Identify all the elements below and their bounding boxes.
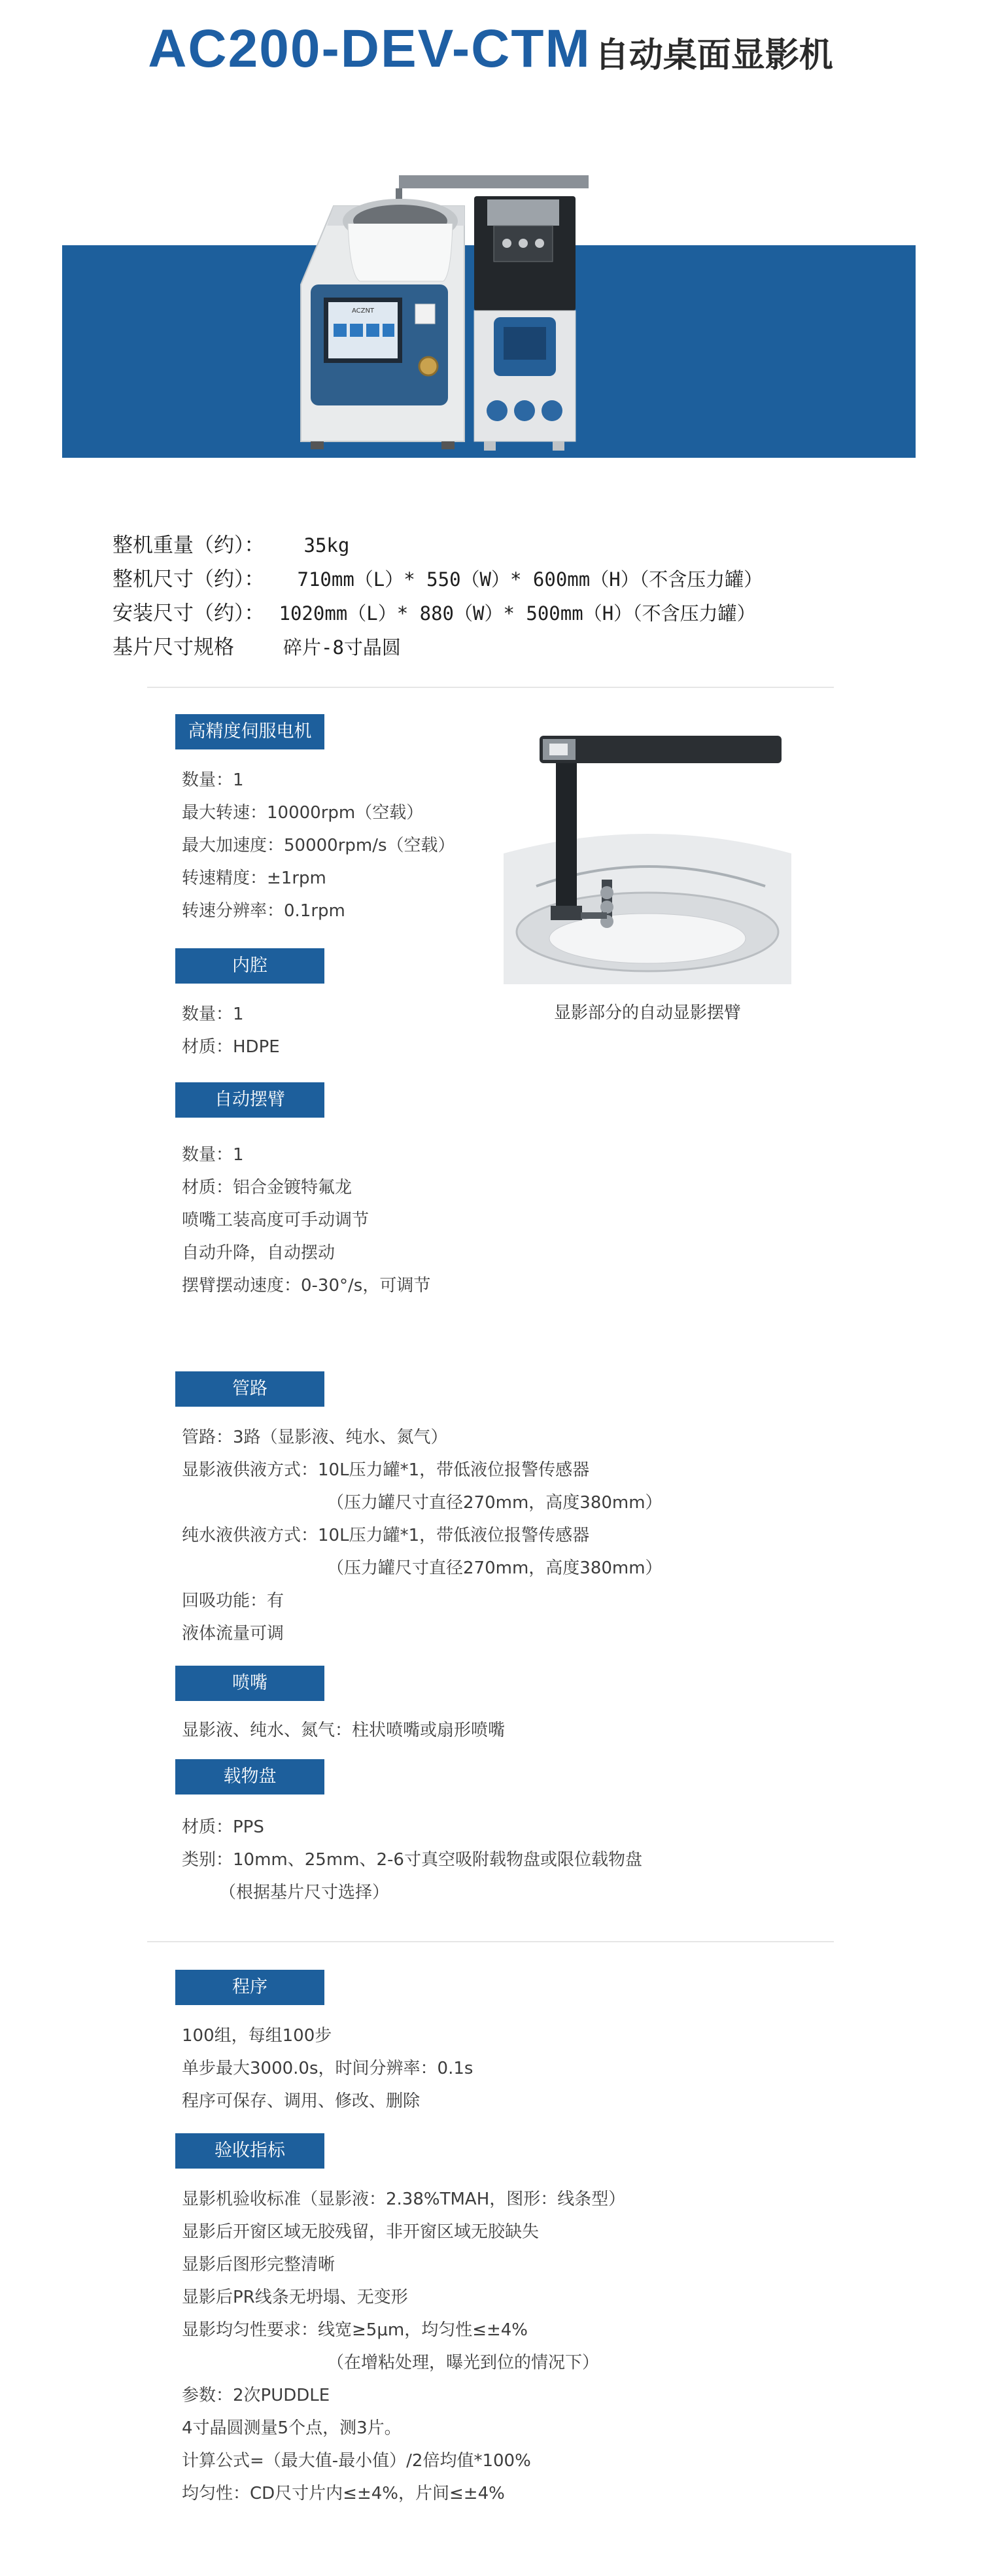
spec-value: 1020mm（L）* 880（W）* 500mm（H）（不含压力罐） <box>279 602 756 625</box>
product-name: 自动桌面显影机 <box>594 36 833 75</box>
spec-row <box>112 630 401 660</box>
spec-row <box>112 562 763 592</box>
machine-illustration <box>288 170 680 497</box>
acceptance-line: 显影后开窗区域无胶残留，非开窗区域无胶缺失 <box>182 2222 540 2242</box>
spec-label: 安装尺寸（约）： <box>112 602 265 625</box>
motor-line: 数量：1 <box>182 770 244 790</box>
section-tag-arm: 自动摆臂 <box>175 1082 324 1118</box>
screen-logo: ACZNT <box>351 307 375 315</box>
motor-line: 转速分辨率：0.1rpm <box>182 901 345 921</box>
motor-line: 最大转速：10000rpm（空载） <box>182 803 424 823</box>
section-divider <box>147 687 834 688</box>
section-divider <box>147 1941 834 1942</box>
nozzle-line: 显影液、纯水、氮气：柱状喷嘴或扇形喷嘴 <box>182 1721 506 1740</box>
spec-label: 整机重量（约）： <box>112 534 265 557</box>
acceptance-line: 显影后PR线条无坍塌、无变形 <box>182 2288 408 2307</box>
arm-line: 数量：1 <box>182 1145 244 1165</box>
piping-line: 回吸功能：有 <box>182 1591 284 1611</box>
spec-row <box>112 596 756 626</box>
section-tag-program: 程序 <box>175 1970 324 2005</box>
spec-value: 35kg <box>303 534 350 557</box>
section-tag-motor: 高精度伺服电机 <box>175 714 324 749</box>
piping-line: 液体流量可调 <box>182 1624 284 1643</box>
section-tag-nozzle: 喷嘴 <box>175 1666 324 1701</box>
spec-label: 整机尺寸（约）： <box>112 568 265 591</box>
acceptance-line: 计算公式=（最大值-最小值）/2倍均值*100% <box>182 2451 531 2471</box>
acceptance-line: 4寸晶圆测量5个点，测3片。 <box>182 2418 402 2438</box>
section-tag-chamber: 内腔 <box>175 948 324 984</box>
program-line: 100组，每组100步 <box>182 2026 332 2046</box>
acceptance-line: 显影机验收标准（显影液：2.38%TMAH，图形：线条型） <box>182 2190 626 2209</box>
program-line: 单步最大3000.0s，时间分辨率：0.1s <box>182 2059 473 2078</box>
arm-photo <box>504 716 791 984</box>
acceptance-line: 参数：2次PUDDLE <box>182 2386 330 2405</box>
program-line: 程序可保存、调用、修改、删除 <box>182 2091 421 2111</box>
motor-line: 最大加速度：50000rpm/s（空载） <box>182 836 455 855</box>
spec-value: 710mm（L）* 550（W）* 600mm（H）（不含压力罐） <box>297 568 763 591</box>
arm-line: 自动升降，自动摆动 <box>182 1243 336 1263</box>
acceptance-line: 均匀性：CD尺寸片内≤±4%，片间≤±4% <box>182 2484 505 2503</box>
section-tag-piping: 管路 <box>175 1371 324 1407</box>
motor-line: 转速精度：±1rpm <box>182 868 326 888</box>
chuck-line: 材质：PPS <box>182 1817 264 1837</box>
acceptance-line: 显影后图形完整清晰 <box>182 2255 336 2275</box>
chuck-line: 类别：10mm、25mm、2-6寸真空吸附载物盘或限位载物盘 <box>182 1850 642 1870</box>
spec-label: 基片尺寸规格 <box>112 636 234 659</box>
arm-line: 材质：铝合金镀特氟龙 <box>182 1178 353 1197</box>
chamber-line: 数量：1 <box>182 1005 244 1024</box>
arm-line: 喷嘴工装高度可手动调节 <box>182 1211 370 1230</box>
chuck-line: （根据基片尺寸选择） <box>219 1883 390 1902</box>
piping-line: （压力罐尺寸直径270mm，高度380mm） <box>327 1558 663 1578</box>
piping-line: （压力罐尺寸直径270mm，高度380mm） <box>327 1493 663 1513</box>
acceptance-line: （在增粘处理，曝光到位的情况下） <box>327 2353 600 2373</box>
page-title <box>0 18 981 80</box>
arm-photo-caption: 显影部分的自动显影摆臂 <box>553 1003 741 1023</box>
arm-line: 摆臂摆动速度：0-30°/s，可调节 <box>182 1276 431 1296</box>
piping-line: 显影液供液方式：10L压力罐*1，带低液位报警传感器 <box>182 1460 590 1480</box>
chamber-line: 材质：HDPE <box>182 1037 280 1057</box>
piping-line: 管路：3路（显影液、纯水、氮气） <box>182 1428 448 1447</box>
spec-row <box>112 528 349 558</box>
section-tag-chuck: 载物盘 <box>175 1759 324 1795</box>
model-name: AC200-DEV-CTM <box>148 19 591 78</box>
spec-value: 碎片-8寸晶圆 <box>283 636 401 659</box>
piping-line: 纯水液供液方式：10L压力罐*1，带低液位报警传感器 <box>182 1526 590 1545</box>
section-tag-acceptance: 验收指标 <box>175 2133 324 2169</box>
acceptance-line: 显影均匀性要求：线宽≥5μm，均匀性≤±4% <box>182 2320 528 2340</box>
